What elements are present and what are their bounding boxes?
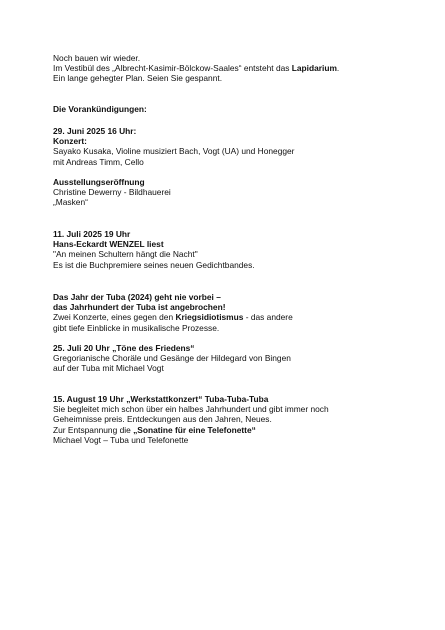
reading-name: Hans-Eckardt WENZEL liest: [53, 239, 164, 250]
concert-line-1: Sayako Kusaka, Violine musiziert Bach, Vogt (UA) und Honegger: [53, 146, 295, 157]
tuba-line-1: [53, 312, 423, 322]
intro-line-1: Noch bauen wir wieder.: [53, 53, 141, 63]
tuba-head-1: Das Jahr der Tuba (2024) geht nie vorbei –: [53, 292, 221, 302]
peace-line-2: auf der Tuba mit Michael Vogt: [53, 363, 164, 374]
intro-paragraph: [53, 53, 423, 84]
workshop-line-4: Michael Vogt – Tuba und Telefonette: [53, 434, 189, 445]
lapidarium-emphasis: Lapidarium: [291, 63, 337, 74]
workshop-head: 15. August 19 Uhr „Werkstattkonzert“ Tuba-Tuba-Tuba: [53, 394, 269, 404]
workshop-block: [53, 394, 423, 445]
peace-line-1: Gregorianische Choräle und Gesänge der Hildegard von Bingen: [53, 353, 291, 364]
workshop-line-2: Geheimnisse preis. Entdeckungen aus den Jahren, Neues.: [53, 414, 272, 425]
reading-block: [53, 229, 423, 270]
intro-text: Im Vestibül des „Albrecht-Kasimir-Bölckow-Saales“ entsteht das: [53, 63, 292, 74]
peace-block: [53, 343, 423, 374]
tuba-line-2: gibt tiefe Einblicke in musikalische Prozesse.: [53, 322, 220, 333]
section-heading: Die Vorankündigungen:: [53, 104, 147, 114]
workshop-line-3: [53, 425, 423, 435]
reading-desc: Es ist die Buchpremiere seines neuen Gedichtbandes.: [53, 259, 255, 270]
concert-block: [53, 126, 423, 167]
workshop-line-1: Sie begleitet mich schon über ein halbes Jahrhundert und gibt immer noch: [53, 404, 329, 415]
announcements-heading: [53, 104, 423, 114]
exhibition-line-2: „Masken“: [53, 197, 88, 208]
concert-line-2: mit Andreas Timm, Cello: [53, 156, 144, 167]
workshop-text-a: Zur Entspannung die: [53, 424, 134, 435]
tuba-text-c: - das andere: [243, 312, 293, 323]
tuba-block: [53, 292, 423, 333]
kriegsidiotismus-emphasis: Kriegsidiotismus: [175, 312, 244, 323]
reading-title: "An meinen Schultern hängt die Nacht": [53, 249, 198, 260]
exhibition-line-1: Christine Dewerny - Bildhauerei: [53, 187, 171, 198]
sonatine-emphasis: „Sonatine für eine Telefonette“: [133, 424, 256, 435]
concert-date: 29. Juni 2025 16 Uhr:: [53, 126, 137, 136]
intro-period: .: [336, 63, 340, 74]
intro-line-2: [53, 63, 423, 73]
tuba-text-a: Zwei Konzerte, eines gegen den: [53, 312, 176, 323]
concert-label: Konzert:: [53, 136, 87, 147]
reading-date: 11. Juli 2025 19 Uhr: [53, 229, 131, 239]
intro-line-3: Ein lange gehegter Plan. Seien Sie gespannt.: [53, 73, 223, 84]
peace-head: 25. Juli 20 Uhr „Töne des Friedens“: [53, 343, 195, 353]
exhibition-block: [53, 177, 423, 208]
tuba-head-2: das Jahrhundert der Tuba ist angebrochen!: [53, 302, 226, 313]
exhibition-title: Ausstellungseröffnung: [53, 177, 145, 187]
